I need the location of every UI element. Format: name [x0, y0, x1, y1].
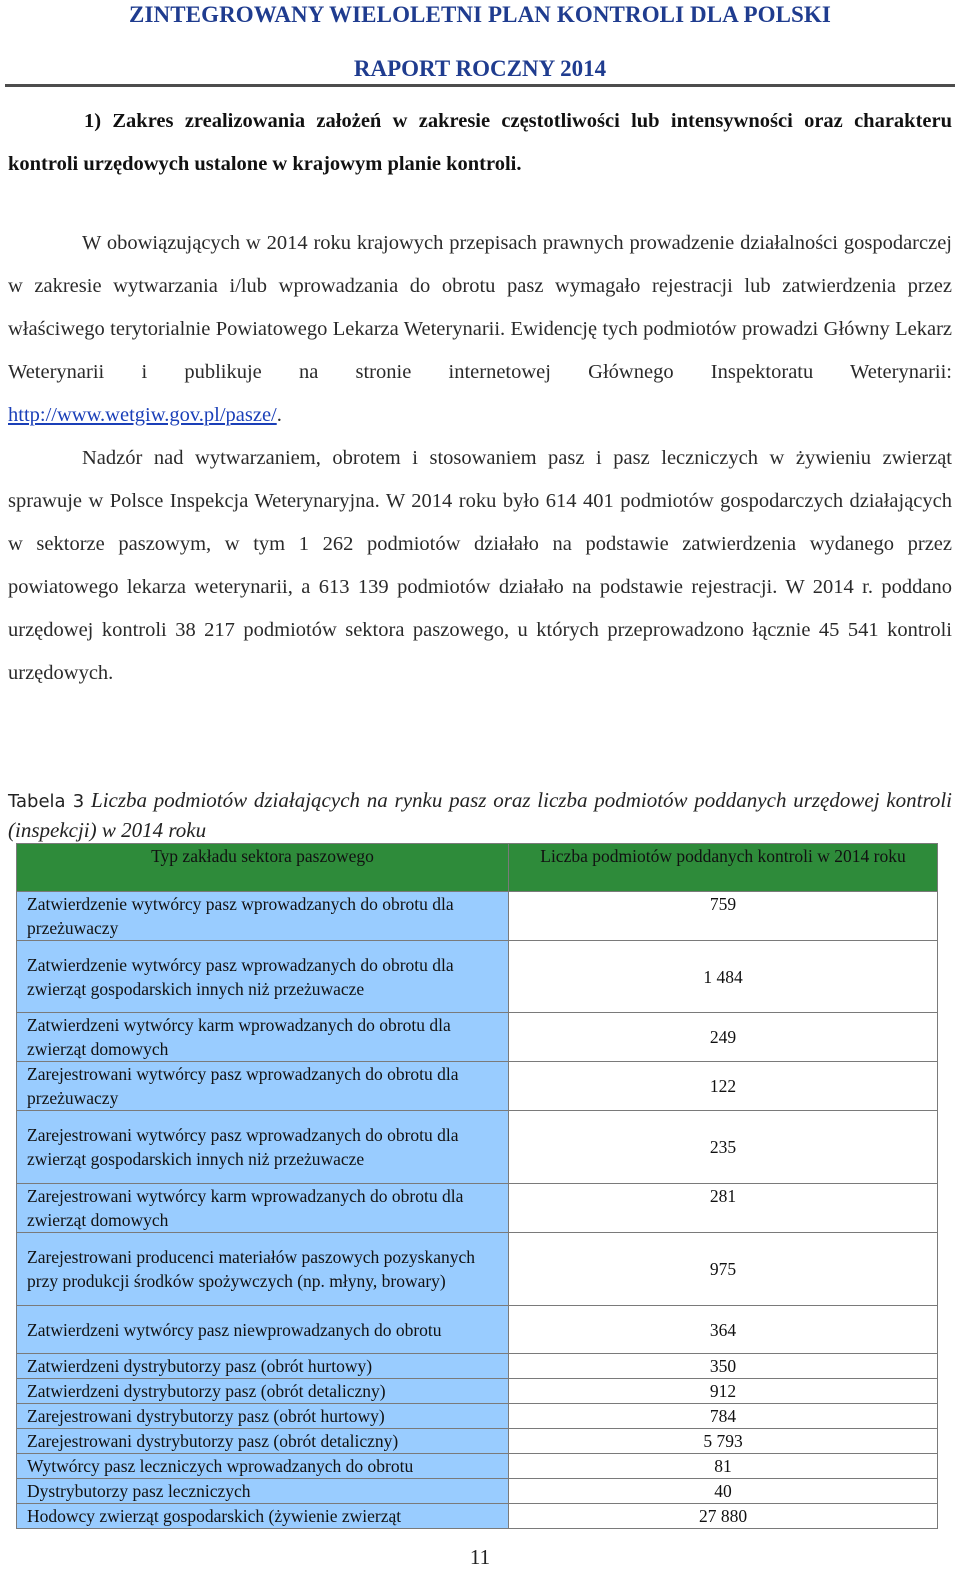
paragraph-1: [8, 222, 952, 437]
table-header-count: Liczba podmiotów poddanych kontroli w 2014 roku: [509, 844, 938, 892]
row-count: 122: [509, 1062, 938, 1111]
row-type: Zatwierdzenie wytwórcy pasz wprowadzanych do obrotu dla zwierząt gospodarskich innych niż przeżuwacze: [17, 941, 509, 1013]
report-subtitle: RAPORT ROCZNY 2014: [353, 56, 607, 81]
row-type: Zarejestrowani dystrybutorzy pasz (obrót hurtowy): [17, 1404, 509, 1429]
row-type: Zarejestrowani wytwórcy karm wprowadzanych do obrotu dla zwierząt domowych: [17, 1184, 509, 1233]
section-heading: [8, 100, 952, 186]
row-count: 759: [509, 892, 938, 941]
row-type: Zatwierdzeni wytwórcy pasz niewprowadzanych do obrotu: [17, 1306, 509, 1354]
row-type: Zarejestrowani wytwórcy pasz wprowadzanych do obrotu dla przeżuwaczy: [17, 1062, 509, 1111]
row-count: 1 484: [509, 941, 938, 1013]
row-type: Zatwierdzeni dystrybutorzy pasz (obrót hurtowy): [17, 1354, 509, 1379]
row-count: 364: [509, 1306, 938, 1354]
table-header-row: [17, 844, 938, 892]
header-divider: [5, 84, 955, 87]
table-row: [17, 941, 938, 1013]
table-row: [17, 1184, 938, 1233]
paragraph-1-text: W obowiązujących w 2014 roku krajowych przepisach prawnych prowadzenie działalności gospodarczej w zakresie wytwarzania i/lub wprowadzania do obrotu pasz wymagało rejestracji lub zatwierdzenia przez właściwego terytorialnie Powiatowego Lekarza Weterynarii. Ewidencję tych podmiotów prowadzi Główny Lekarz Weterynarii i publikuje na stronie internetowej Głównego Inspektoratu Weterynarii:: [8, 232, 952, 383]
row-count: 784: [509, 1404, 938, 1429]
row-type: Zarejestrowani producenci materiałów paszowych pozyskanych przy produkcji środków spożywczych (np. młyny, browary): [17, 1233, 509, 1306]
table-row: [17, 1233, 938, 1306]
paragraph-1-end: .: [276, 404, 282, 426]
row-type: Hodowcy zwierząt gospodarskich (żywienie zwierząt: [17, 1504, 509, 1529]
table-row: [17, 1404, 938, 1429]
table-row: [17, 1479, 938, 1504]
row-count: 350: [509, 1354, 938, 1379]
table-row: [17, 1354, 938, 1379]
row-count: 235: [509, 1111, 938, 1184]
row-type: Dystrybutorzy pasz leczniczych: [17, 1479, 509, 1504]
row-type: Zatwierdzeni wytwórcy karm wprowadzanych do obrotu dla zwierząt domowych: [17, 1013, 509, 1062]
wetgiw-link[interactable]: http://www.wetgiw.gov.pl/pasze/: [8, 404, 277, 426]
table-row: [17, 1013, 938, 1062]
table-caption: [8, 786, 952, 844]
row-type: Zatwierdzeni dystrybutorzy pasz (obrót detaliczny): [17, 1379, 509, 1404]
table-caption-title: Liczba podmiotów działających na rynku pasz oraz liczba podmiotów poddanych urzędowej kontroli (inspekcji) w 2014 roku: [8, 788, 953, 842]
row-type: Zarejestrowani dystrybutorzy pasz (obrót detaliczny): [17, 1429, 509, 1454]
table-header-type: Typ zakładu sektora paszowego: [17, 844, 509, 892]
table-row: [17, 892, 938, 941]
row-count: 81: [509, 1454, 938, 1479]
report-title: ZINTEGROWANY WIELOLETNI PLAN KONTROLI DLA POLSKI: [129, 2, 831, 27]
row-type: Zarejestrowani wytwórcy pasz wprowadzanych do obrotu dla zwierząt gospodarskich innych niż przeżuwacze: [17, 1111, 509, 1184]
paragraph-2: Nadzór nad wytwarzaniem, obrotem i stosowaniem pasz i pasz leczniczych w żywieniu zwierząt sprawuje w Polsce Inspekcja Weterynaryjna. W 2014 roku było 614 401 podmiotów gospodarczych działających w sektorze paszowym, w tym 1 262 podmiotów działało na podstawie zatwierdzenia wydanego przez powiatowego lekarza weterynarii, a 613 139 podmiotów działało na podstawie rejestracji. W 2014 r. poddano urzędowej kontroli 38 217 podmiotów sektora paszowego, u których przeprowadzono łącznie 45 541 kontroli urzędowych.: [8, 447, 952, 684]
row-count: 912: [509, 1379, 938, 1404]
table-row: [17, 1379, 938, 1404]
page-number: 11: [469, 1545, 491, 1569]
section-heading-text: 1) Zakres zrealizowania założeń w zakresie częstotliwości lub intensywności oraz charakteru kontroli urzędowych ustalone w krajowym planie kontroli.: [8, 110, 952, 175]
table-row: [17, 1306, 938, 1354]
row-count: 5 793: [509, 1429, 938, 1454]
table-row: [17, 1111, 938, 1184]
row-count: 249: [509, 1013, 938, 1062]
table-row: [17, 1454, 938, 1479]
table-row: [17, 1504, 938, 1529]
row-count: 27 880: [509, 1504, 938, 1529]
body-text: [8, 222, 952, 695]
row-type: Wytwórcy pasz leczniczych wprowadzanych do obrotu: [17, 1454, 509, 1479]
row-type: Zatwierdzenie wytwórcy pasz wprowadzanych do obrotu dla przeżuwaczy: [17, 892, 509, 941]
row-count: 975: [509, 1233, 938, 1306]
row-count: 40: [509, 1479, 938, 1504]
table-row: [17, 1062, 938, 1111]
table-caption-label: Tabela 3: [8, 791, 85, 812]
table-row: [17, 1429, 938, 1454]
feed-sector-table: [16, 843, 938, 1529]
row-count: 281: [509, 1184, 938, 1233]
